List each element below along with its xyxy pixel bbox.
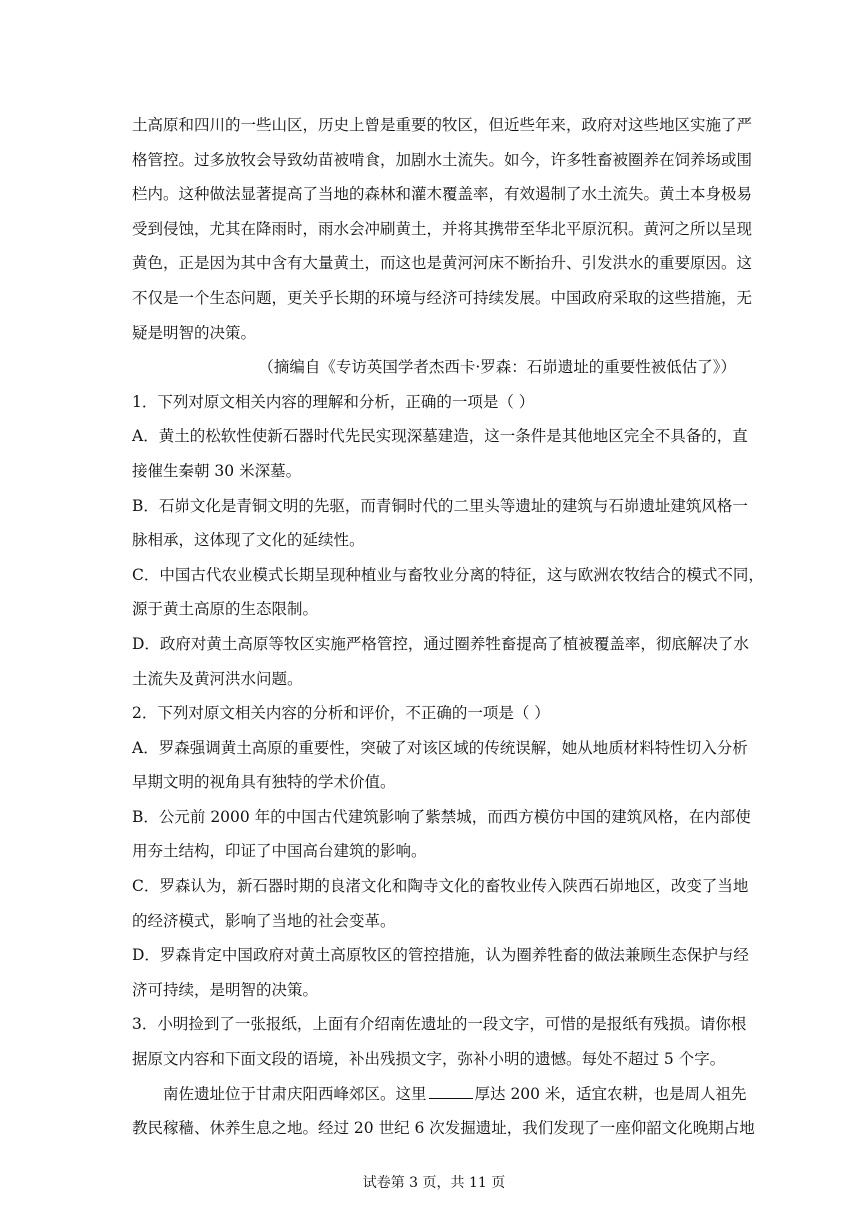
question-stem: 2．下列对原文相关内容的分析和评价，不正确的一项是（ ） xyxy=(132,704,550,723)
option-a-cont: 早期文明的视角具有独特的学术价值。 xyxy=(132,773,396,792)
passage-source: （摘编自《专访英国学者杰西卡·罗森：石峁遗址的重要性被低估了》） xyxy=(258,358,736,377)
fill-in-paragraph xyxy=(132,1077,747,1112)
option-b: B．公元前 2000 年的中国古代建筑影响了紫禁城，而西方模仿中国的建筑风格，在内部使 xyxy=(132,807,751,826)
option-a: A．罗森强调黄土高原的重要性，突破了对该区域的传统误解，她从地质材料特性切入分析 xyxy=(132,738,748,757)
text-before-blank: 南佐遗址位于甘肃庆阳西峰郊区。这里 xyxy=(163,1084,427,1103)
passage-line: 受到侵蚀，尤其在降雨时，雨水会冲刷黄土，并将其携带至华北平原沉积。黄河之所以呈现 xyxy=(132,219,753,238)
fill-in-paragraph-cont: 教民稼穑、休养生息之地。经过 20 世纪 6 次发掘遗址，我们发现了一座仰韶文化晚期占地 xyxy=(132,1119,755,1138)
option-b-cont: 脉相承，这体现了文化的延续性。 xyxy=(132,531,365,550)
question-3 xyxy=(132,1007,755,1145)
question-stem: 3．小明捡到了一张报纸，上面有介绍南佐遗址的一段文字，可惜的是报纸有残损。请你根 xyxy=(132,1015,747,1034)
passage-line: 栏内。这种做法显著提高了当地的森林和灌木覆盖率，有效遏制了水土流失。黄土本身极易 xyxy=(132,185,753,204)
passage-line: 格管控。过多放牧会导致幼苗被啃食，加剧水土流失。如今，许多牲畜被圈养在饲养场或围 xyxy=(132,150,753,169)
question-2 xyxy=(132,696,751,1007)
option-c: C．罗森认为，新石器时期的良渚文化和陶寺文化的畜牧业传入陕西石峁地区，改变了当地 xyxy=(132,877,749,896)
page-footer: 试卷第 3 页，共 11 页 xyxy=(362,1175,506,1191)
option-d: D．罗森肯定中国政府对黄土高原牧区的管控措施，认为圈养牲畜的做法兼顾生态保护与经 xyxy=(132,946,749,965)
passage-line: 黄色，正是因为其中含有大量黄土，而这也是黄河河床不断抬升、引发洪水的重要原因。这 xyxy=(132,254,753,273)
option-c-cont: 源于黄土高原的生态限制。 xyxy=(132,600,319,619)
text-after-blank: 厚达 200 米，适宜农耕，也是周人祖先 xyxy=(474,1084,747,1103)
option-c: C．中国古代农业模式长期呈现种植业与畜牧业分离的特征，这与欧洲农牧结合的模式不同， xyxy=(132,565,764,584)
question-stem-cont: 据原文内容和下面文段的语境，补出残损文字，弥补小明的遗憾。每处不超过 5 个字。 xyxy=(132,1050,726,1069)
page-content xyxy=(132,108,764,1146)
option-b-cont: 用夯土结构，印证了中国高台建筑的影响。 xyxy=(132,842,427,861)
passage xyxy=(132,108,753,385)
option-a: A．黄土的松软性使新石器时代先民实现深墓建造，这一条件是其他地区完全不具备的，直 xyxy=(132,427,748,446)
option-a-cont: 接催生秦朝 30 米深墓。 xyxy=(132,461,302,480)
passage-line: 不仅是一个生态问题，更关乎长期的环境与经济可持续发展。中国政府采取的这些措施，无 xyxy=(132,288,753,307)
option-d: D．政府对黄土高原等牧区实施严格管控，通过圈养牲畜提高了植被覆盖率，彻底解决了水 xyxy=(132,634,749,653)
answer-blank[interactable] xyxy=(429,1084,473,1099)
passage-line: 疑是明智的决策。 xyxy=(132,323,257,342)
question-1 xyxy=(132,385,764,696)
option-d-cont: 土流失及黄河洪水问题。 xyxy=(132,669,303,688)
option-d-cont: 济可持续，是明智的决策。 xyxy=(132,980,319,999)
question-stem: 1．下列对原文相关内容的理解和分析，正确的一项是（ ） xyxy=(132,392,535,411)
option-c-cont: 的经济模式，影响了当地的社会变革。 xyxy=(132,911,396,930)
passage-line: 土高原和四川的一些山区，历史上曾是重要的牧区，但近些年来，政府对这些地区实施了严 xyxy=(132,116,753,134)
option-b: B．石峁文化是青铜文明的先驱，而青铜时代的二里头等遗址的建筑与石峁遗址建筑风格一 xyxy=(132,496,748,515)
